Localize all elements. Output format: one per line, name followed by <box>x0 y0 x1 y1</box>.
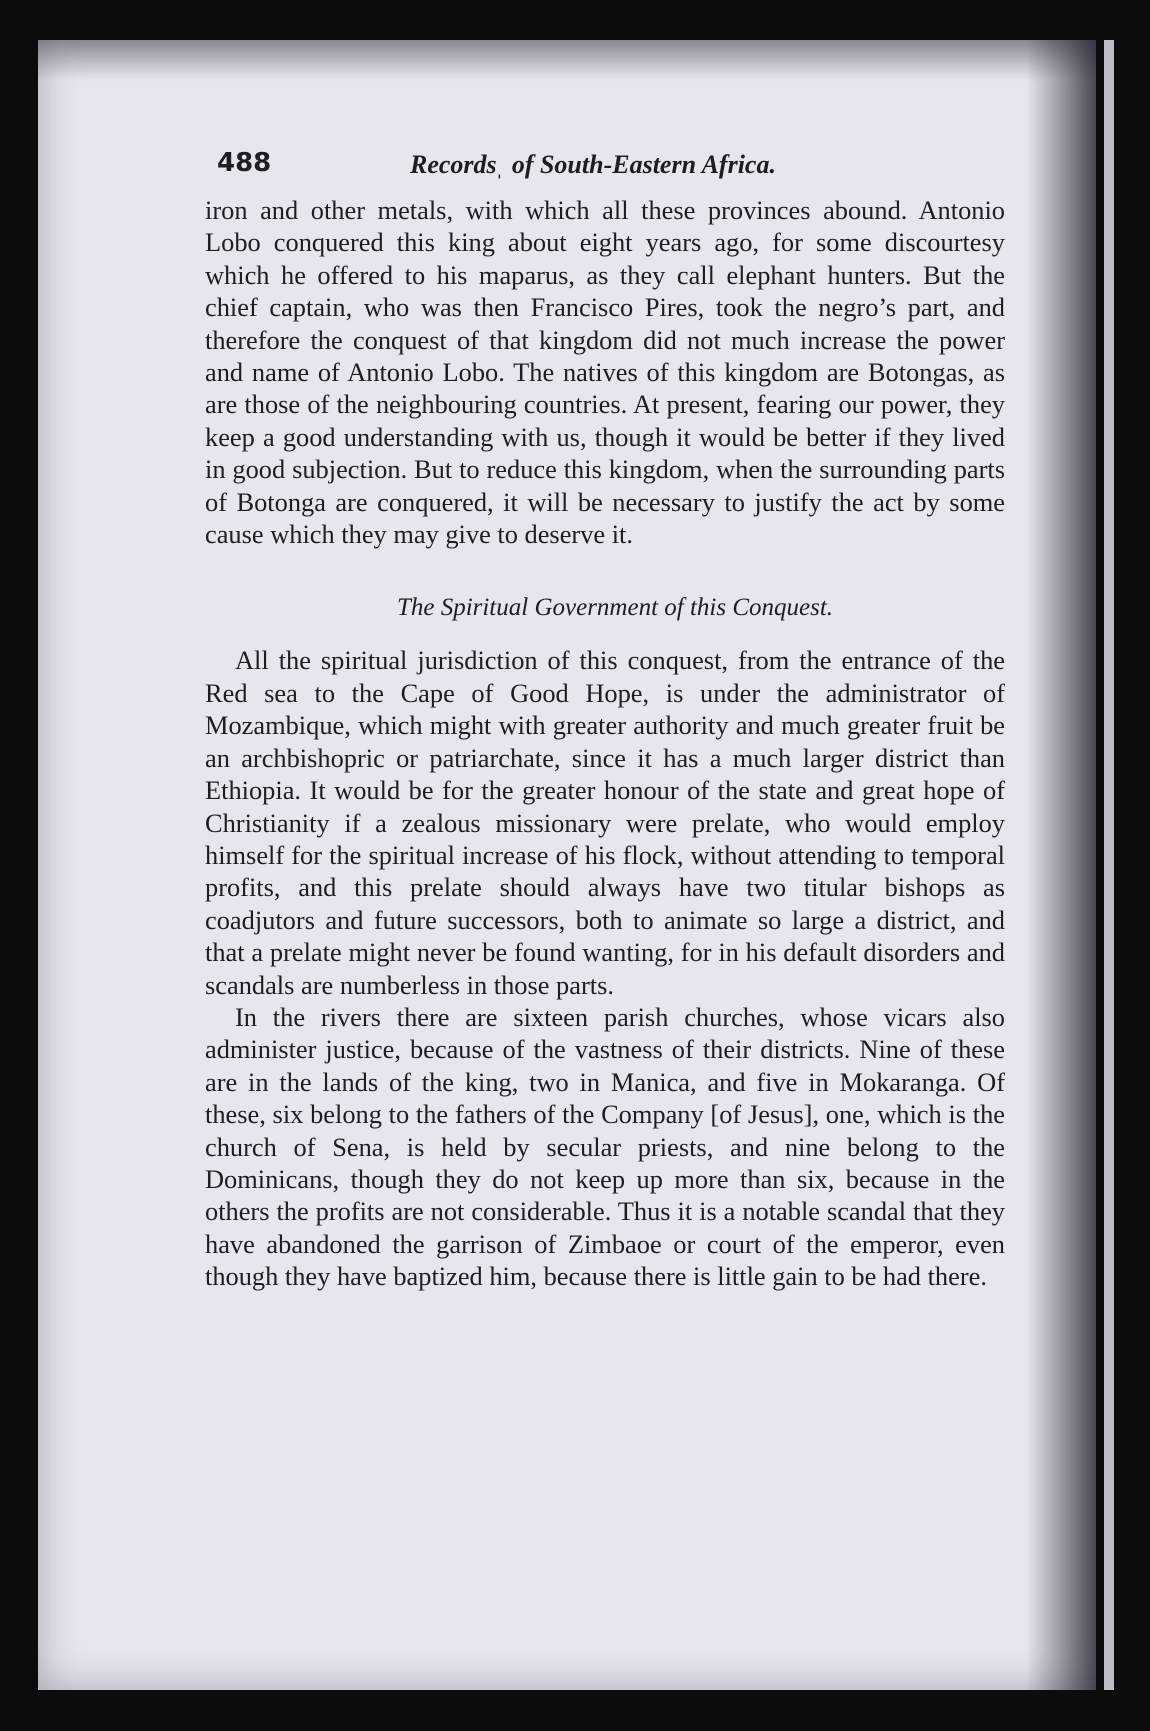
running-title: Recordsˌ of South-Eastern Africa. <box>410 150 776 179</box>
paragraph-spiritual-jurisdiction: All the spiritual jurisdiction of this conquest, from the entrance of the Red sea to the Cape of Good Hope, is under the administrator of Mozambique, which might with greater authority and much greater fruit be an archbishopric or patriarchate, since it has a much larger district than Ethiopia. It would be for the greater honour of the state and great hope of Christianity if a zealous missionary were prelate, who would employ himself for the spiritual increase of his flock, without attending to temporal profits, and this prelate should always have two titular bishops as coadjutors and future successors, both to animate so large a district, and that a prelate might never be found wanting, for in his default disorders and scandals are numberless in those parts. <box>205 645 1005 1000</box>
paragraph-continued: iron and other metals, with which all these provinces abound. Antonio Lobo conquered this king about eight years ago, for some discourtesy which he offered to his maparus, as they call elephant hunters. But the chief captain, who was then Francisco Pires, took the negro’s part, and therefore the conquest of that kingdom did not much increase the power and name of Antonio Lobo. The natives of this kingdom are Botongas, as are those of the neighbouring countries. At present, fearing our power, they keep a good understanding with us, though it would be better if they lived in good subjection. But to reduce this kingdom, when the surrounding parts of Botonga are conquered, it will be necessary to justify the act by some cause which they may give to deserve it. <box>205 195 1005 550</box>
paragraph-parish-churches: In the rivers there are sixteen parish churches, whose vicars also administer justice, because of the vastness of their districts. Nine of these are in the lands of the king, two in Manica, and five in Mokaranga. Of these, six belong to the fathers of the Company [of Jesus], one, which is the church of Sena, is held by secular priests, and nine belong to the Dominicans, though they do not keep up more than six, because in the others the profits are not considerable. Thus it is a notable scandal that they have abandoned the garrison of Zimbaoe or court of the emperor, even though they have baptized him, because there is little gain to be had there. <box>205 1001 1005 1292</box>
running-head <box>205 148 1005 188</box>
page-text-block <box>205 148 1005 1293</box>
page-number: 488 <box>217 148 272 178</box>
page-edge <box>1104 40 1114 1690</box>
section-heading: The Spiritual Government of this Conquest. <box>396 594 834 622</box>
